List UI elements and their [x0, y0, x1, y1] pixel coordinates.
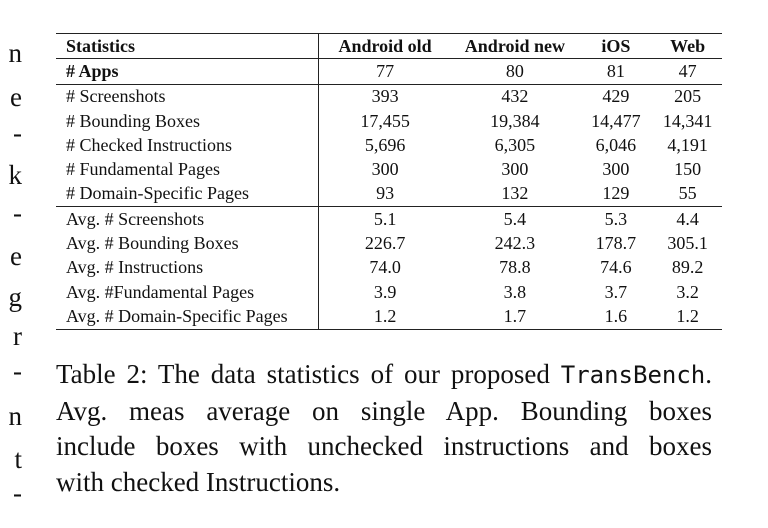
fragment-text: -	[13, 478, 22, 508]
cell-android-old: 3.9	[373, 281, 397, 302]
cell-android-old: 77	[318, 59, 451, 84]
cell-ios: 3.7	[604, 281, 628, 302]
cell-android-old: 393	[371, 86, 399, 107]
fragment-text: -	[13, 198, 22, 228]
fragment-text: g	[8, 282, 22, 312]
cell-ios: 429	[602, 86, 630, 107]
header-ios: iOS	[578, 34, 653, 59]
cell-android-new: 432	[501, 86, 529, 107]
fragment-text: n	[8, 38, 22, 68]
cell-web: 305.1	[667, 233, 708, 254]
caption-line-3: include boxes with unchecked instructions and boxes	[56, 431, 712, 461]
statistics-table	[56, 33, 722, 330]
cell-web: 205	[674, 86, 702, 107]
cell-android-old: 93	[318, 182, 451, 207]
caption-term-transbench: TransBench	[560, 361, 706, 389]
caption-line1-suffix: .	[705, 359, 712, 389]
header-android-old: Android old	[318, 34, 451, 59]
cell-android-new: 19,384	[490, 110, 540, 131]
row-label: # Bounding Boxes	[56, 109, 318, 133]
table-row	[56, 304, 722, 329]
caption-line-4: with checked Instructions.	[56, 466, 341, 497]
cell-ios: 74.6	[600, 257, 632, 278]
cell-web: 3.2	[676, 281, 699, 302]
cell-android-old: 5,696	[364, 134, 406, 155]
cell-android-old: 74.0	[369, 257, 401, 278]
row-label: Avg. # Screenshots	[56, 207, 318, 232]
cell-android-new: 78.8	[499, 257, 531, 278]
cell-android-new: 80	[451, 59, 578, 84]
fragment-text: e	[10, 241, 22, 271]
caption-line-1	[56, 357, 712, 394]
table-row	[56, 256, 722, 280]
cell-android-old: 17,455	[360, 110, 410, 131]
row-label: # Screenshots	[56, 84, 318, 109]
cell-android-new: 300	[501, 159, 529, 180]
cell-ios: 300	[602, 159, 630, 180]
fragment-text: r	[13, 321, 22, 351]
cell-ios: 14,477	[591, 110, 641, 131]
row-label: # Domain-Specific Pages	[56, 182, 318, 207]
table-row	[56, 109, 722, 133]
table-row	[56, 182, 722, 207]
cell-android-new: 5.4	[503, 208, 527, 229]
cell-ios: 6,046	[595, 134, 637, 155]
cell-web: 55	[653, 182, 722, 207]
cell-ios: 5.3	[604, 208, 628, 229]
caption-prefix: Table 2: The data statistics of our proposed	[56, 359, 561, 389]
table-row	[56, 207, 722, 232]
cell-android-new: 242.3	[494, 233, 536, 254]
cell-ios: 1.6	[578, 304, 653, 329]
cell-ios: 178.7	[595, 233, 637, 254]
cell-android-old: 5.1	[373, 208, 397, 229]
table-row	[56, 84, 722, 109]
cell-android-old: 1.2	[318, 304, 451, 329]
cell-android-new: 3.8	[503, 281, 527, 302]
cell-web: 150	[674, 159, 702, 180]
table-row	[56, 133, 722, 157]
row-label: Avg. # Instructions	[56, 256, 318, 280]
caption-line-2: Avg. meas average on single App. Bounding boxes	[56, 395, 712, 426]
fragment-text: -	[13, 118, 22, 148]
cell-web: 89.2	[671, 257, 704, 278]
row-label: Avg. #Fundamental Pages	[56, 280, 318, 304]
cell-android-old: 226.7	[364, 233, 406, 254]
cell-ios: 81	[578, 59, 653, 84]
left-column-text-fragments	[0, 0, 22, 528]
table-row	[56, 59, 722, 84]
cell-web: 14,341	[662, 110, 713, 131]
row-label: Avg. # Domain-Specific Pages	[56, 304, 318, 329]
fragment-text: n	[8, 401, 22, 431]
cell-android-old: 300	[371, 159, 399, 180]
row-label: # Apps	[56, 59, 318, 84]
cell-ios: 129	[578, 182, 653, 207]
cell-android-new: 132	[451, 182, 578, 207]
table-row	[56, 157, 722, 181]
cell-android-new: 6,305	[494, 134, 536, 155]
fragment-text: e	[10, 82, 22, 112]
table-row	[56, 231, 722, 255]
statistics-table-container	[56, 33, 722, 330]
header-statistics: Statistics	[56, 34, 318, 59]
table-header-row	[56, 34, 722, 59]
fragment-text: t	[14, 444, 22, 474]
table-caption	[56, 357, 712, 500]
table-row	[56, 280, 722, 304]
row-label: # Fundamental Pages	[56, 157, 318, 181]
header-web: Web	[653, 34, 722, 59]
header-android-new: Android new	[451, 34, 578, 59]
cell-web: 47	[653, 59, 722, 84]
cell-web: 4.4	[676, 208, 699, 229]
cell-web: 1.2	[653, 304, 722, 329]
row-label: Avg. # Bounding Boxes	[56, 231, 318, 255]
cell-android-new: 1.7	[451, 304, 578, 329]
fragment-text: -	[13, 356, 22, 386]
row-label: # Checked Instructions	[56, 133, 318, 157]
fragment-text: k	[8, 160, 22, 190]
cell-web: 4,191	[667, 134, 708, 155]
